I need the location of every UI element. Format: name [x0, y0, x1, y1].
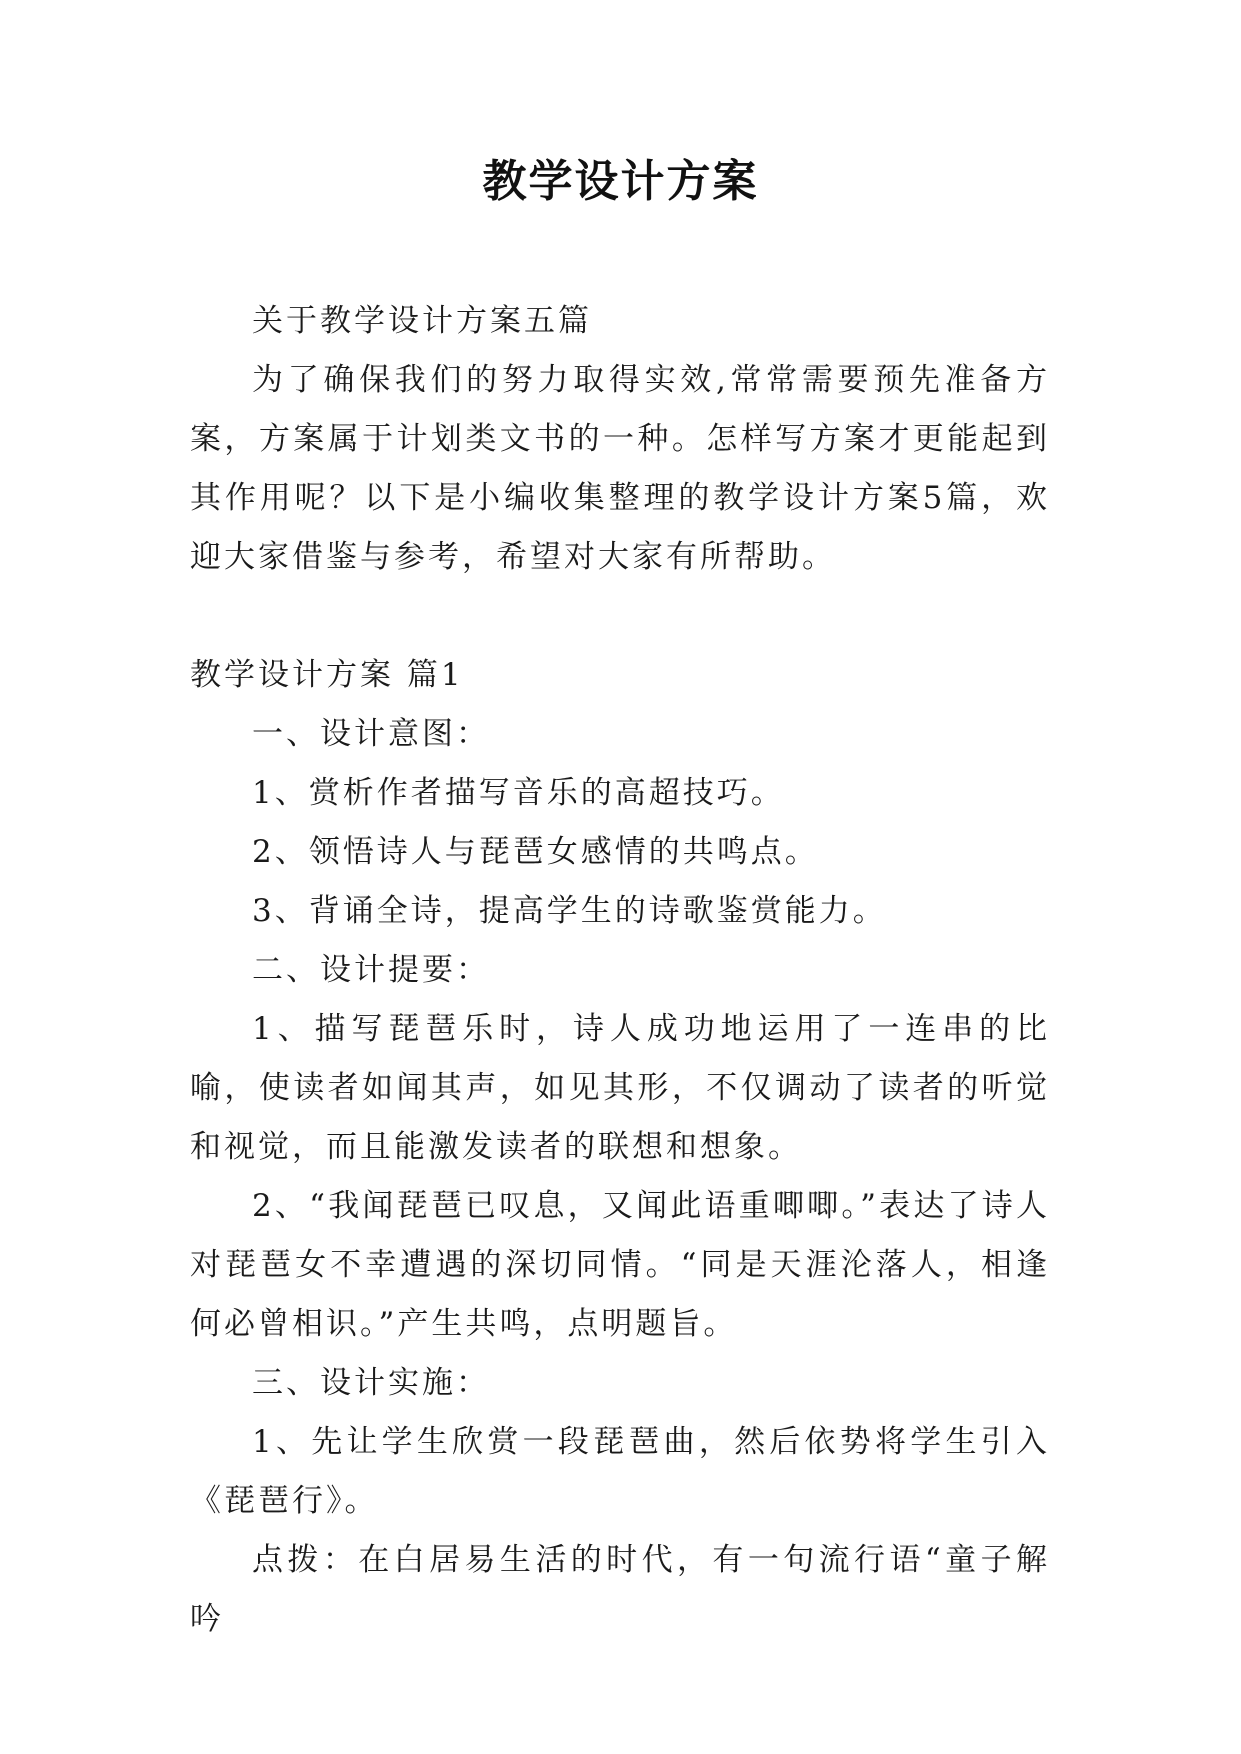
- paragraph: 1、赏析作者描写音乐的高超技巧。: [252, 775, 785, 811]
- paragraph: 2、领悟诗人与琵琶女感情的共鸣点。: [252, 834, 819, 870]
- paragraph: 三、设计实施：: [252, 1365, 490, 1401]
- paragraph: 2、“我闻琵琶已叹息，又闻此语重唧唧。”表达了诗人对琵琶女不幸遭遇的深切同情。“同是天涯沦落人，相逢何必曾相识。”产生共鸣，点明题旨。: [190, 1188, 1050, 1342]
- section-heading: 教学设计方案 篇1: [190, 657, 464, 693]
- paragraph: 1、描写琵琶乐时，诗人成功地运用了一连串的比喻，使读者如闻其声，如见其形，不仅调动了读者的听觉和视觉，而且能激发读者的联想和想象。: [190, 1011, 1050, 1165]
- document-body: [190, 292, 1050, 1649]
- paragraph: 1、先让学生欣赏一段琵琶曲，然后依势将学生引入《琵琶行》。: [190, 1424, 1050, 1519]
- intro-subtitle: 关于教学设计方案五篇: [252, 303, 592, 339]
- page-title: 教学设计方案: [482, 156, 759, 207]
- paragraph: 3、背诵全诗，提高学生的诗歌鉴赏能力。: [252, 893, 887, 929]
- paragraph: 点拨：在白居易生活的时代，有一句流行语“童子解吟: [190, 1542, 1050, 1637]
- paragraph: 一、设计意图：: [252, 716, 490, 752]
- paragraph: 二、设计提要：: [252, 952, 490, 988]
- section-spacer: [190, 587, 1050, 646]
- intro-paragraph: 为了确保我们的努力取得实效,常常需要预先准备方案，方案属于计划类文书的一种。怎样写方案才更能起到其作用呢？以下是小编收集整理的教学设计方案5篇，欢迎大家借鉴与参考，希望对大家有所帮助。: [190, 362, 1050, 575]
